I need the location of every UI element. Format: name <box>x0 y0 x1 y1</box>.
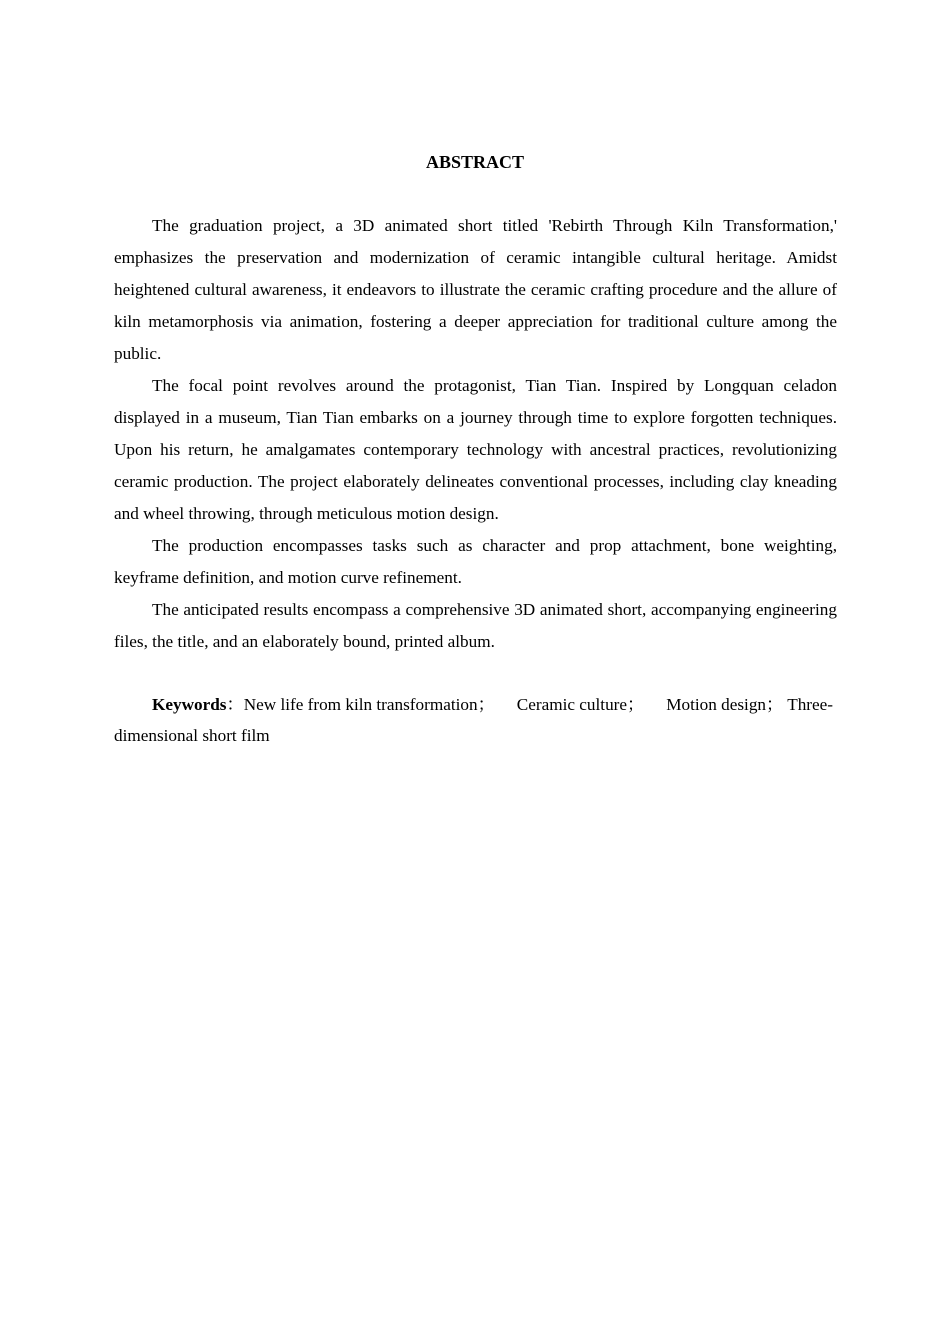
keyword-separator: ； <box>477 695 495 714</box>
keyword-item: Motion design <box>666 695 767 714</box>
keyword-separator: ； <box>627 695 645 714</box>
abstract-body <box>114 210 837 658</box>
abstract-paragraph-3: The production encompasses tasks such as character and prop attachment, bone weighting, keyframe definition, and motion curve refinement. <box>114 536 837 587</box>
keyword-item: Three-dimensional short film <box>114 695 834 745</box>
keywords-label-separator: ： <box>226 695 244 714</box>
keywords-line <box>114 689 837 751</box>
abstract-heading: ABSTRACT <box>425 152 525 172</box>
keyword-separator: ； <box>766 695 784 714</box>
abstract-paragraph-1: The graduation project, a 3D animated short titled 'Rebirth Through Kiln Transformation,' emphasizes the preservation and modernization of ceramic intangible cultural heritage. Amidst heightened cultural awareness, it endeavors to illustrate the ceramic crafting procedure and the allure of kiln metamorphosis via animation, fostering a deeper appreciation for traditional culture among the public. <box>114 216 837 363</box>
keyword-item: New life from kiln transformation <box>243 695 478 714</box>
abstract-paragraph-2: The focal point revolves around the protagonist, Tian Tian. Inspired by Longquan celadon displayed in a museum, Tian Tian embarks on a journey through time to explore forgotten techniques. Upon his return, he amalgamates contemporary technology with ancestral practices, revolutionizing ceramic production. The project elaborately delineates conventional processes, including clay kneading and wheel throwing, through meticulous motion design. <box>114 376 837 523</box>
keyword-item: Ceramic culture <box>516 695 628 714</box>
abstract-paragraph-4: The anticipated results encompass a comprehensive 3D animated short, accompanying engineering files, the title, and an elaborately bound, printed album. <box>114 600 837 651</box>
keywords-label: Keywords <box>152 695 227 714</box>
